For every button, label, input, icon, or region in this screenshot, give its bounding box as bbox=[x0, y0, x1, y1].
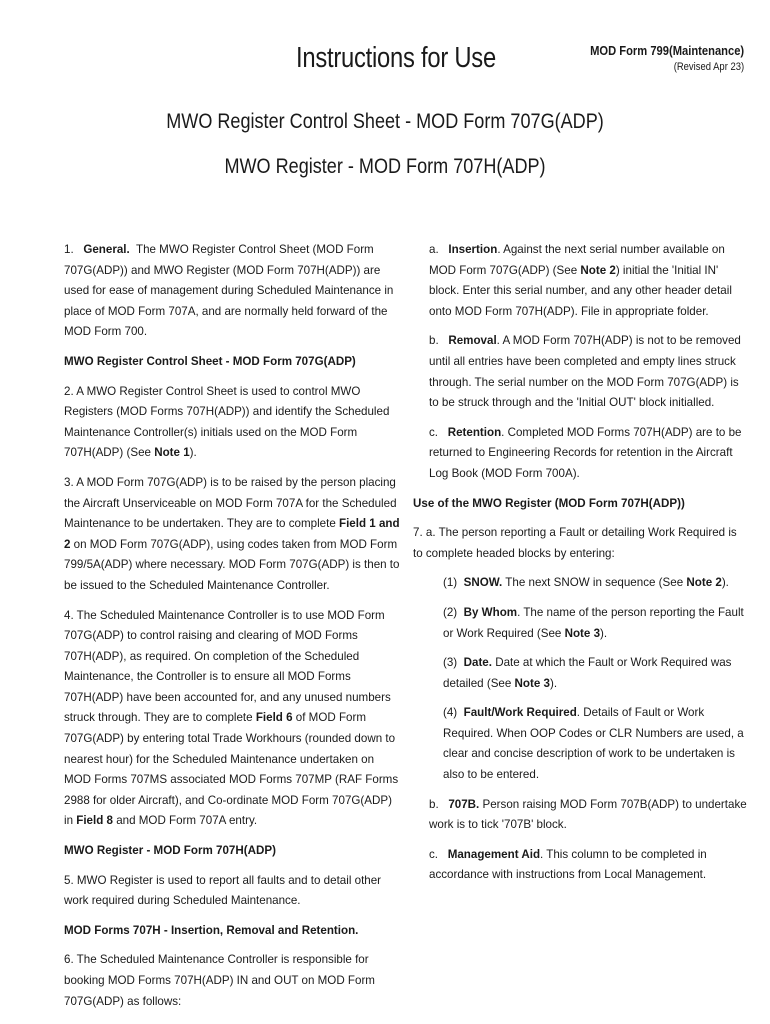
left-column bbox=[64, 240, 402, 1021]
heading-use-of-register: Use of the MWO Register (MOD Form 707H(ADP)) bbox=[413, 496, 685, 510]
paragraph-3: 3. A MOD Form 707G(ADP) is to be raised by the person placing the Aircraft Unserviceable on MOD Form 707A for the Scheduled Maintenance to be undertaken. They are to complete Field 1 and 2 on MOD Form 707G(ADP), using codes taken from MOD Form 799/5A(ADP) where necessary. MOD Form 707G(ADP) is then to be issued to the Scheduled Maintenance Controller. bbox=[64, 475, 400, 592]
page-title: Instructions for Use bbox=[296, 42, 496, 74]
revision-date: (Revised Apr 23) bbox=[673, 61, 744, 73]
form-number: MOD Form 799(Maintenance) bbox=[589, 43, 744, 58]
paragraph-7b: b. 707B. Person raising MOD Form 707B(ADP) to undertake work is to tick '707B' block. bbox=[429, 797, 747, 832]
form-identifier bbox=[590, 43, 744, 73]
sub-item-snow: (1) SNOW. The next SNOW in sequence (See Note 2). bbox=[443, 576, 729, 590]
paragraph-4: 4. The Scheduled Maintenance Controller is to use MOD Form 707G(ADP) to control raising and clearing of MOD Forms 707H(ADP), as required. On completion of the Scheduled Maintenance, the Controller is to ensure all MOD Forms 707H(ADP) have been accounted for, and any unused numbers struck through. They are to complete Field 6 of MOD Form 707G(ADP) by entering total Trade Workhours (rounded down to nearest hour) for the Scheduled Maintenance undertaken on MOD Forms 707MS associated MOD Forms 707MP (RAF Forms 2988 for older Aircraft), and Co-ordinate MOD Form 707G(ADP) in Field 8 and MOD Form 707A entry. bbox=[64, 608, 399, 828]
subtitle-control-sheet: MWO Register Control Sheet - MOD Form 707G(ADP) bbox=[166, 110, 604, 133]
paragraph-6: 6. The Scheduled Maintenance Controller is responsible for booking MOD Forms 707H(ADP) IN and OUT on MOD Form 707G(ADP) as follows: bbox=[64, 953, 375, 1008]
paragraph-5: 5. MWO Register is used to report all faults and to detail other work required during Scheduled Maintenance. bbox=[64, 873, 382, 908]
right-column bbox=[413, 240, 747, 895]
paragraph-6a-insertion: a. Insertion. Against the next serial number available on MOD Form 707G(ADP) (See Note 2) initial the 'Initial IN' block. Enter this serial number, and any other header detail onto MOD Form 707H(ADP). File in appropriate folder. bbox=[429, 243, 732, 318]
heading-register: MWO Register - MOD Form 707H(ADP) bbox=[64, 844, 276, 858]
paragraph-6c-retention: c. Retention. Completed MOD Forms 707H(ADP) are to be returned to Engineering Records for retention in the Aircraft Log Book (MOD Form 700A). bbox=[429, 425, 742, 480]
heading-insertion-removal: MOD Forms 707H - Insertion, Removal and Retention. bbox=[64, 923, 359, 937]
paragraph-1: 1. General. The MWO Register Control Sheet (MOD Form 707G(ADP)) and MWO Register (MOD Form 707H(ADP)) are used for ease of management during Scheduled Maintenance in place of MOD Form 707A, and are normally held forward of the MOD Form 700. bbox=[64, 243, 394, 339]
paragraph-7c: c. Management Aid. This column to be completed in accordance with instructions from Local Management. bbox=[429, 847, 707, 882]
paragraph-7a: 7. a. The person reporting a Fault or detailing Work Required is to complete headed blocks by entering: bbox=[413, 526, 737, 560]
sub-item-date: (3) Date. Date at which the Fault or Work Required was detailed (See Note 3). bbox=[443, 656, 732, 690]
sub-item-fault-work: (4) Fault/Work Required. Details of Fault or Work Required. When OOP Codes or CLR Numbers are used, a clear and concise description of work to be undertaken is also to be entered. bbox=[443, 706, 744, 782]
heading-control-sheet: MWO Register Control Sheet - MOD Form 707G(ADP) bbox=[64, 354, 356, 368]
subtitle-register: MWO Register - MOD Form 707H(ADP) bbox=[224, 155, 546, 178]
sub-item-by-whom: (2) By Whom. The name of the person reporting the Fault or Work Required (See Note 3). bbox=[443, 605, 744, 640]
paragraph-2: 2. A MWO Register Control Sheet is used to control MWO Registers (MOD Forms 707H(ADP)) and identify the Scheduled Maintenance Controller(s) initials used on the MOD Form 707H(ADP) (See Note 1). bbox=[64, 384, 390, 460]
paragraph-6b-removal: b. Removal. A MOD Form 707H(ADP) is not to be removed until all entries have been completed and empty lines struck through. The serial number on the MOD Form 707G(ADP) is to be struck through and the 'Initial OUT' block initialled. bbox=[429, 334, 741, 410]
